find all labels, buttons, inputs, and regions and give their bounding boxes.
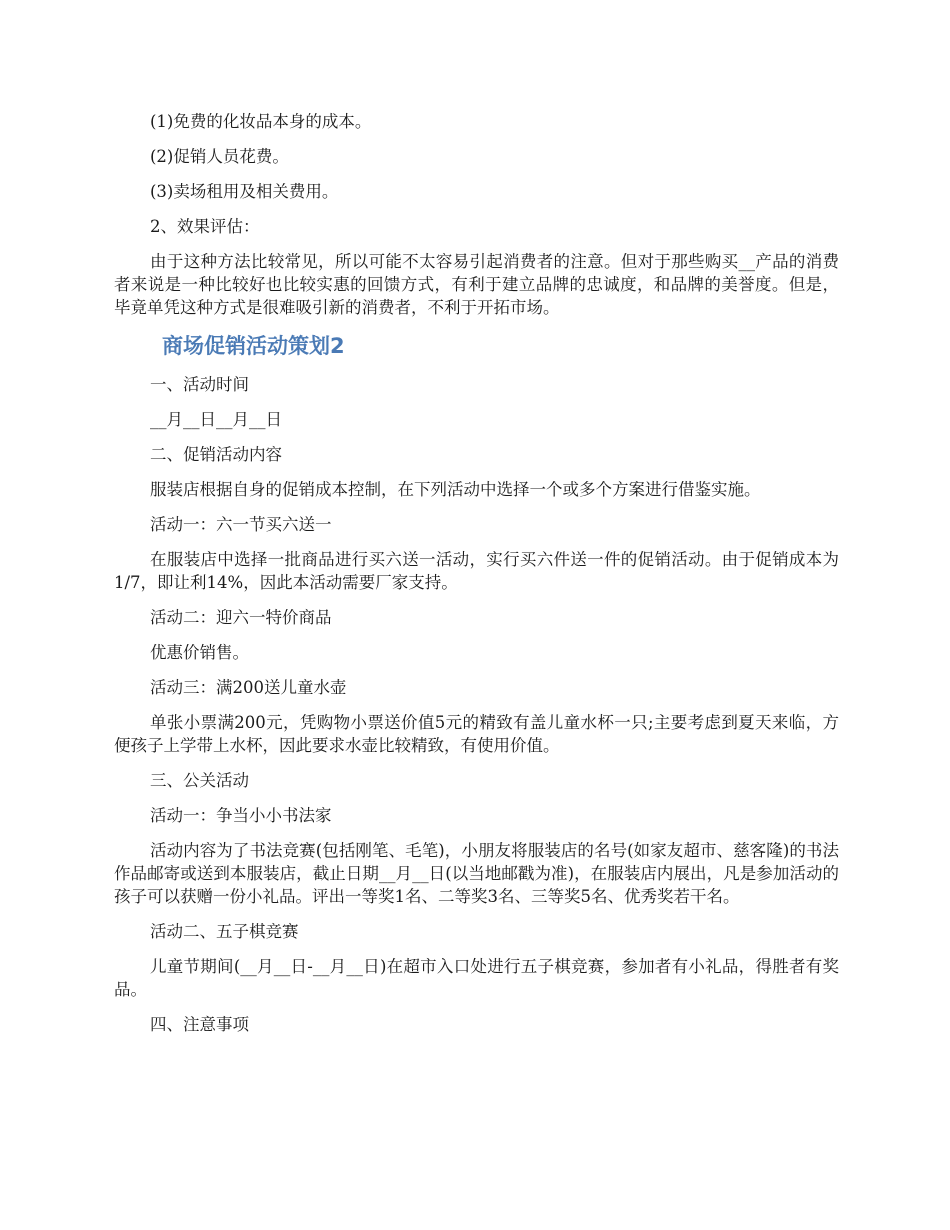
pr-activity-1-title: 活动一：争当小小书法家	[150, 806, 332, 825]
section-heading: 商场促销活动策划2	[162, 334, 345, 358]
activity-2-paragraph: 优惠价销售。	[150, 643, 249, 662]
cost-item-1: (1)免费的化妆品本身的成本。	[150, 112, 372, 131]
activity-1-title: 活动一：六一节买六送一	[150, 515, 332, 534]
pr-activity-2-paragraph: 儿童节期间(__月__日-__月__日)在超市入口处进行五子棋竞赛，参加者有小礼品，得胜者有奖品。	[114, 957, 839, 999]
activity-time-value: __月__日__月__日	[150, 410, 282, 429]
activity-3-paragraph: 单张小票满200元，凭购物小票送价值5元的精致有盖儿童水杯一只;主要考虑到夏天来临，方便孩子上学带上水杯，因此要求水壶比较精致，有使用价值。	[114, 713, 839, 755]
pr-activity-2-title: 活动二、五子棋竞赛	[150, 922, 299, 941]
pr-activity-1-paragraph: 活动内容为了书法竞赛(包括刚笔、毛笔)，小朋友将服装店的名号(如家友超市、慈客隆)的书法作品邮寄或送到本服装店，截止日期__月__日(以当地邮戳为准)，在服装店内展出，凡是参加活动的孩子可以获赠一份小礼品。评出一等奖1名、二等奖3名、三等奖5名、优秀奖若干名。	[114, 841, 839, 906]
evaluation-paragraph: 由于这种方法比较常见，所以可能不太容易引起消费者的注意。但对于那些购买__产品的消费者来说是一种比较好也比较实惠的回馈方式，有利于建立品牌的忠诚度，和品牌的美誉度。但是，毕竟单凭这种方式是很难吸引新的消费者，不利于开拓市场。	[114, 252, 839, 317]
promo-content-title: 二、促销活动内容	[150, 445, 282, 464]
document-body	[114, 110, 839, 1048]
activity-2-title: 活动二：迎六一特价商品	[150, 608, 332, 627]
activity-time-title: 一、活动时间	[150, 375, 249, 394]
cost-item-3: (3)卖场租用及相关费用。	[150, 182, 339, 201]
cost-item-2: (2)促销人员花费。	[150, 147, 289, 166]
activity-1-paragraph: 在服装店中选择一批商品进行买六送一活动，实行买六件送一件的促销活动。由于促销成本为1/7，即让利14%，因此本活动需要厂家支持。	[114, 550, 839, 592]
promo-content-intro: 服装店根据自身的促销成本控制，在下列活动中选择一个或多个方案进行借鉴实施。	[150, 480, 761, 499]
pr-activities-title: 三、公关活动	[150, 771, 249, 790]
evaluation-title: 2、效果评估：	[150, 217, 260, 236]
notes-title: 四、注意事项	[150, 1015, 249, 1034]
activity-3-title: 活动三：满200送儿童水壶	[150, 678, 347, 697]
